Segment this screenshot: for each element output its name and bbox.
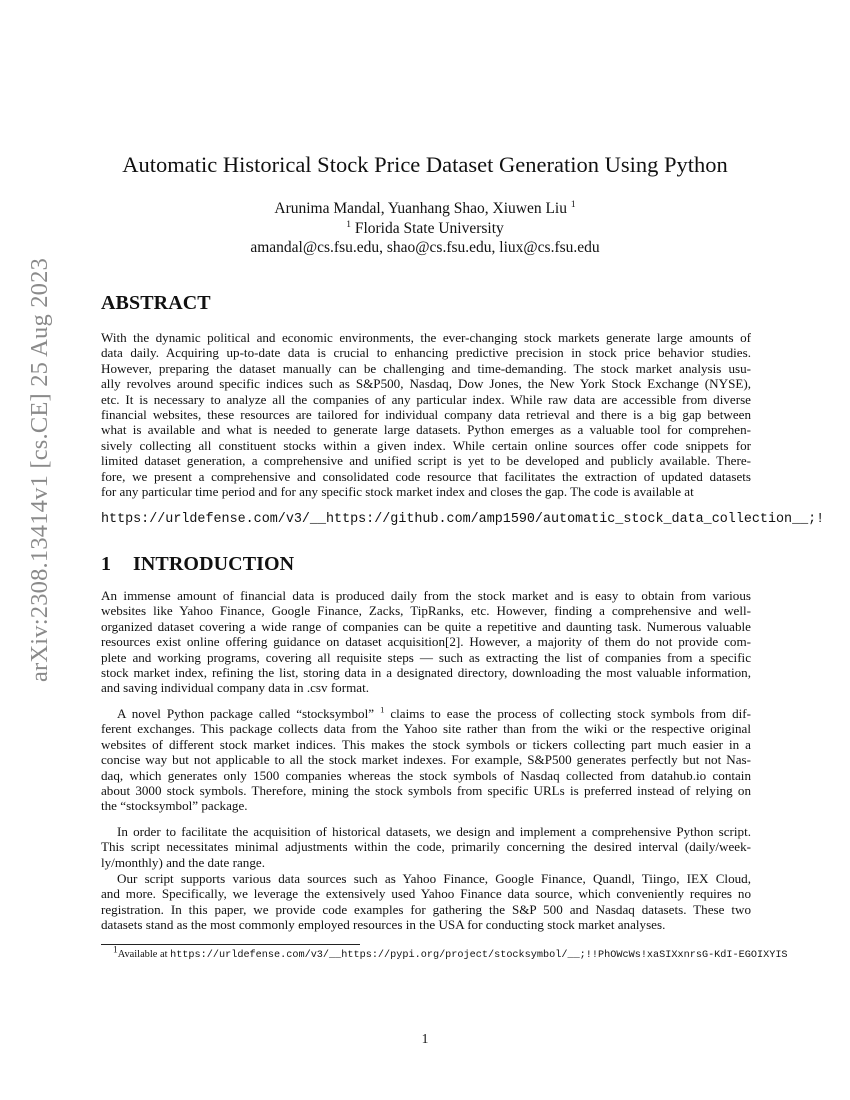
paragraph-line: and more. Specifically, we leverage the extensively used Yahoo Finance data source, which conveniently requires no xyxy=(101,886,751,902)
paragraph-line: etc. It is necessary to analyze all the companies of any particular index. While raw data are accessible from diverse xyxy=(101,391,751,407)
paragraph-line: the “stocksymbol” package. xyxy=(101,798,248,814)
paragraph-line: sively collecting all constituent stocks within a given index. While certain online sources offer code snippets for xyxy=(101,437,751,453)
paragraph-line: concise way but not applicable to all the stock market indexes. For example, S&P500 generates perfectly but not Nas- xyxy=(101,752,751,768)
paragraph-line: ally revolves around specific indices such as S&P500, Nasdaq, Dow Jones, the New York Stock Exchange (NYSE), xyxy=(101,376,751,392)
arxiv-identifier: arXiv:2308.13414v1 [cs.CE] 25 Aug 2023 xyxy=(26,257,53,683)
footnote-url-link[interactable]: https://urldefense.com/v3/__https://pypi.org/project/stocksymbol/__;!!PhOWcWs!xaSIXxnrsG-KdI-EGOIXYIS xyxy=(170,950,788,961)
page-number: 1 xyxy=(421,1031,429,1046)
paragraph-line: plete and working programs, covering all requisite steps — such as extracting the list of companies from a specific xyxy=(101,649,751,665)
paragraph-line: However, preparing the dataset manually can be challenging and time-demanding. The stock market analysis usu- xyxy=(101,360,751,376)
paragraph-line: With the dynamic political and economic environments, the ever-changing stock markets generate large amounts of xyxy=(101,330,751,345)
intro-paragraph-3 xyxy=(101,824,751,870)
paragraph-line: resources exist online offering guidance on dataset acquisition[2]. However, a majority of them do not provide com- xyxy=(101,634,751,650)
paragraph-line: Our script supports various data sources such as Yahoo Finance, Google Finance, Quandl, Tiingo, IEX Cloud, xyxy=(117,871,751,886)
paragraph-line: what is available and what is needed to generate large datasets. Python emerges as a valuable tool for comprehen- xyxy=(101,422,751,438)
paragraph-line: registration. In this paper, we provide code examples for gathering the S&P 500 and Nasdaq datasets. These two xyxy=(101,901,751,917)
paragraph-line: An immense amount of financial data is produced daily from the stock market and is easy to obtain from various xyxy=(101,588,751,603)
paragraph-line: In order to facilitate the acquisition of historical datasets, we design and implement a comprehensive Python script. xyxy=(117,824,751,839)
paragraph-line: fore, we present a comprehensive and consolidated code resource that facilitates the extraction of updated datasets xyxy=(101,468,751,484)
abstract-heading: ABSTRACT xyxy=(101,292,211,314)
paragraph-line: This script necessitates minimal adjustments within the code, primarily concerning the desired interval (daily/week- xyxy=(101,839,751,855)
paragraph-line: financial websites, these resources are tailored for individual company data retrieval and there is a big gap between xyxy=(101,406,751,422)
paragraph-line: and saving individual company data in .csv format. xyxy=(101,680,369,696)
arxiv-side-label xyxy=(20,257,60,683)
paragraph-line: datasets stand as the most commonly employed resources in the USA for conducting stock market analyses. xyxy=(101,917,666,933)
intro-paragraph-2 xyxy=(101,706,751,814)
paragraph-line: ly/monthly) and the date range. xyxy=(101,854,265,870)
author-emails: amandal@cs.fsu.edu, shao@cs.fsu.edu, liux@cs.fsu.edu xyxy=(250,239,600,256)
footnote-number: 1 xyxy=(113,945,118,956)
intro-paragraph-4 xyxy=(101,871,751,933)
footnote-marker: 1 xyxy=(380,704,385,715)
paper-title: Automatic Historical Stock Price Dataset Generation Using Python xyxy=(122,152,728,177)
section-title: INTRODUCTION xyxy=(133,553,295,575)
introduction-heading xyxy=(101,553,294,576)
abstract-text xyxy=(101,330,751,499)
author-names: Arunima Mandal, Yuanhang Shao, Xiuwen Liu xyxy=(274,200,567,217)
footnote-rule xyxy=(101,944,360,945)
paragraph-line: stock market index, refining the list, storing data in a designated directory, downloading the most valuable information, xyxy=(101,664,751,680)
paragraph-line: organized dataset covering a wide range of companies can be quite a repetitive and daunting task. Numerous valuable xyxy=(101,618,751,634)
paragraph-line: daq, which generates only 1500 companies whereas the stock symbols of Nasdaq collected from datahub.io contain xyxy=(101,767,751,783)
paragraph-line: websites of different stock market indices. This makes the stock symbols or tickers collecting part much easier in a xyxy=(101,736,751,752)
paragraph-line: websites like Yahoo Finance, Google Finance, Zacks, TipRanks, etc. However, finding a comprehensive and well- xyxy=(101,603,751,619)
paragraph-line: about 3000 stock symbols. Therefore, mining the stock symbols from specific URLs is preferred instead of relying on xyxy=(101,782,751,798)
paragraph-line: for any particular time period and for any specific stock market index and closes the gap. The code is available at xyxy=(101,483,694,499)
paragraph-line: data daily. Acquiring up-to-date data is crucial to enhancing predictive precision in stock price behavior studies. xyxy=(101,345,751,361)
author-affil-marker: 1 xyxy=(570,199,576,210)
affiliation-marker: 1 xyxy=(346,219,351,230)
code-url-link[interactable]: https://urldefense.com/v3/__https://github.com/amp1590/automatic_stock_data_collection__;! xyxy=(101,512,825,527)
section-number: 1 xyxy=(101,553,112,575)
affiliation: Florida State University xyxy=(354,219,504,237)
paragraph-line: limited dataset generation, a comprehensive and unified script is yet to be developed and publicly available. There- xyxy=(101,453,751,469)
paragraph-line: A novel Python package called “stocksymbol” $^1$ claims to ease the process of collecting stock symbols from dif- xyxy=(117,704,751,721)
intro-paragraph-1 xyxy=(101,588,751,696)
author-block xyxy=(0,199,850,258)
footnote-text: Available at xyxy=(117,949,168,960)
footnote xyxy=(113,945,788,963)
paragraph-line: ferent exchanges. This package collects data from the Yahoo site rather than from the wiki or the respective original xyxy=(101,721,751,737)
